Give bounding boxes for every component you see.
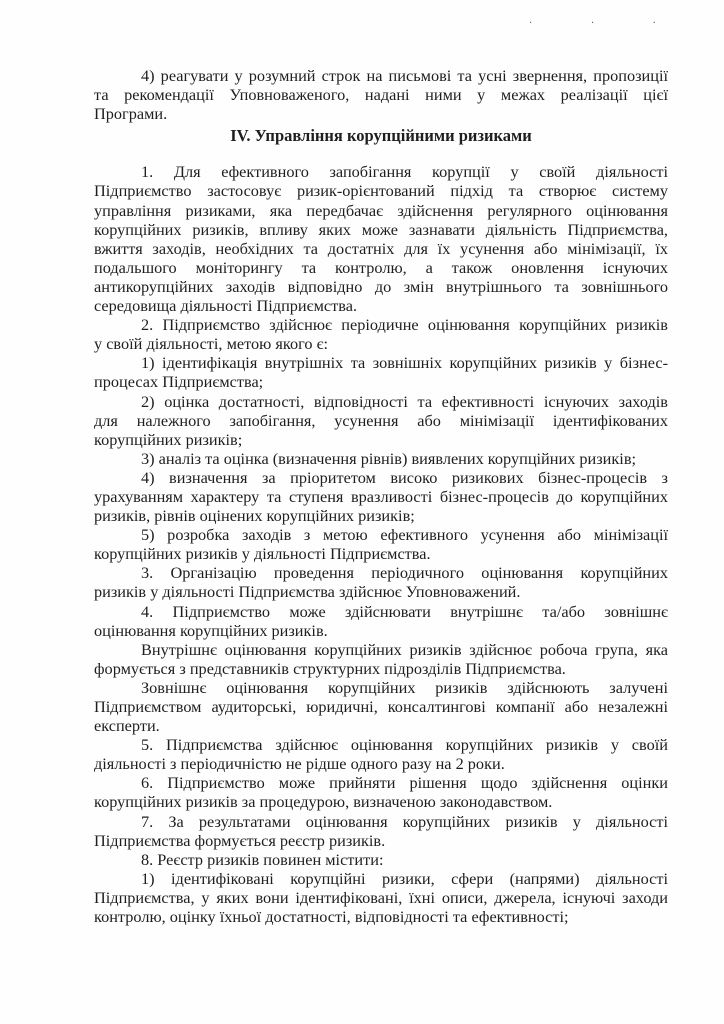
text-line: експерти.	[94, 716, 160, 736]
paragraph	[94, 392, 668, 449]
text-line: 2. Підприємство здійснює періодичне оцінювання корупційних ризиків	[141, 315, 668, 335]
text-line: 5. Підприємства здійснює оцінювання корупційних ризиків у своїй	[141, 735, 668, 755]
section-heading: IV. Управління корупційними ризиками	[230, 126, 532, 146]
paragraph	[94, 812, 668, 850]
text-line: корупційних ризиків у діяльності Підприємства.	[94, 544, 431, 564]
paragraph	[94, 353, 668, 391]
text-line: корупційних ризиків;	[94, 429, 243, 449]
paragraph	[94, 162, 668, 315]
text-line: 5) розробка заходів з метою ефективного усунення або мінімізації	[141, 525, 668, 545]
text-line: Підприємство застосовує ризик-орієнтований підхід та створює систему	[94, 181, 668, 201]
text-line: Програми.	[94, 104, 168, 124]
text-line: Підприємства формується реєстр ризиків.	[94, 830, 386, 850]
text-line: 1. Для ефективного запобігання корупції у своїй діяльності	[141, 162, 668, 182]
paragraph	[94, 773, 668, 811]
text-line: 4) визначення за пріоритетом високо ризикових бізнес-процесів з	[141, 467, 668, 487]
paragraph-list	[94, 162, 668, 926]
text-line: Підприємства, у яких вони ідентифіковані, їхні описи, джерела, існуючі заходи	[94, 887, 668, 907]
text-line: у своїй діяльності, метою якого є:	[94, 334, 329, 354]
text-line: 6. Підприємство може прийняти рішення щодо здійснення оцінки	[141, 773, 668, 793]
paragraph	[94, 563, 668, 601]
text-line: та рекомендації Уповноваженого, надані ними у межах реалізації цієї	[94, 85, 668, 105]
text-line: процесах Підприємства;	[94, 372, 264, 392]
text-line: 4. Підприємство може здійснювати внутрішнє та/або зовнішнє	[141, 601, 668, 621]
paragraph	[94, 735, 668, 773]
text-line: Зовнішнє оцінювання корупційних ризиків здійснюють залучені	[141, 677, 668, 697]
scan-corner-marks: · · ·	[529, 18, 684, 29]
intro-paragraph	[94, 66, 668, 123]
text-line: 2) оцінка достатності, відповідності та ефективності існуючих заходів	[141, 391, 668, 411]
document-body	[94, 66, 668, 926]
text-line: формується з представників структурних підрозділів Підприємства.	[94, 658, 566, 678]
text-line: 3) аналіз та оцінка (визначення рівнів) виявлених корупційних ризиків;	[141, 448, 637, 468]
paragraph	[94, 525, 668, 563]
text-line: для належного запобігання, усунення або мінімізації ідентифікованих	[94, 410, 668, 430]
text-line: 3. Організацію проведення періодичного оцінювання корупційних	[141, 563, 668, 583]
text-line: 4) реагувати у розумний строк на письмові та усні звернення, пропозиції	[141, 66, 668, 85]
text-line: корупційних ризиків, впливу яких може зазнавати діяльність Підприємства,	[94, 219, 668, 239]
text-line: контролю, оцінку їхньої достатності, відповідності та ефективності;	[94, 907, 569, 927]
text-line: корупційних ризиків за процедурою, визначеною законодавством.	[94, 792, 553, 812]
text-line: оцінювання корупційних ризиків.	[94, 620, 328, 640]
paragraph	[94, 869, 668, 926]
text-line: антикорупційних заходів відповідно до змін внутрішнього та зовнішнього	[94, 276, 668, 296]
text-line: подальшого моніторингу та контролю, а також оновлення існуючих	[94, 257, 668, 277]
paragraph	[94, 678, 668, 735]
text-line: вжиття заходів, необхідних та достатніх для їх усунення або мінімізації, їх	[94, 238, 668, 258]
paragraph	[94, 315, 668, 353]
text-line: ризиків у діяльності Підприємства здійснює Уповноважений.	[94, 582, 521, 602]
text-line: середовища діяльності Підприємства.	[94, 296, 358, 316]
paragraph	[94, 640, 668, 678]
text-line: ризиків, рівнів оцінених корупційних ризиків;	[94, 506, 415, 526]
text-line: Внутрішнє оцінювання корупційних ризиків здійснює робоча група, яка	[141, 639, 668, 659]
paragraph	[94, 468, 668, 525]
text-line: 8. Реєстр ризиків повинен містити:	[141, 849, 384, 869]
text-line: управління ризиками, яка передбачає здійснення регулярного оцінювання	[94, 200, 668, 220]
text-line: 7. За результатами оцінювання корупційних ризиків у діяльності	[141, 811, 668, 831]
paragraph	[94, 602, 668, 640]
text-line: 1) ідентифікація внутрішніх та зовнішніх корупційних ризиків у бізнес-	[141, 353, 668, 373]
text-line: діяльності з періодичністю не рідше одного разу на 2 роки.	[94, 754, 505, 774]
text-line: урахуванням характеру та ступеня вразливості бізнес-процесів до корупційних	[94, 486, 668, 506]
text-line: Підприємством аудиторські, юридичні, консалтингові компанії або незалежні	[94, 697, 668, 716]
text-line: 1) ідентифіковані корупційні ризики, сфери (напрями) діяльності	[141, 868, 668, 888]
paragraph	[94, 850, 668, 869]
paragraph	[94, 449, 668, 468]
